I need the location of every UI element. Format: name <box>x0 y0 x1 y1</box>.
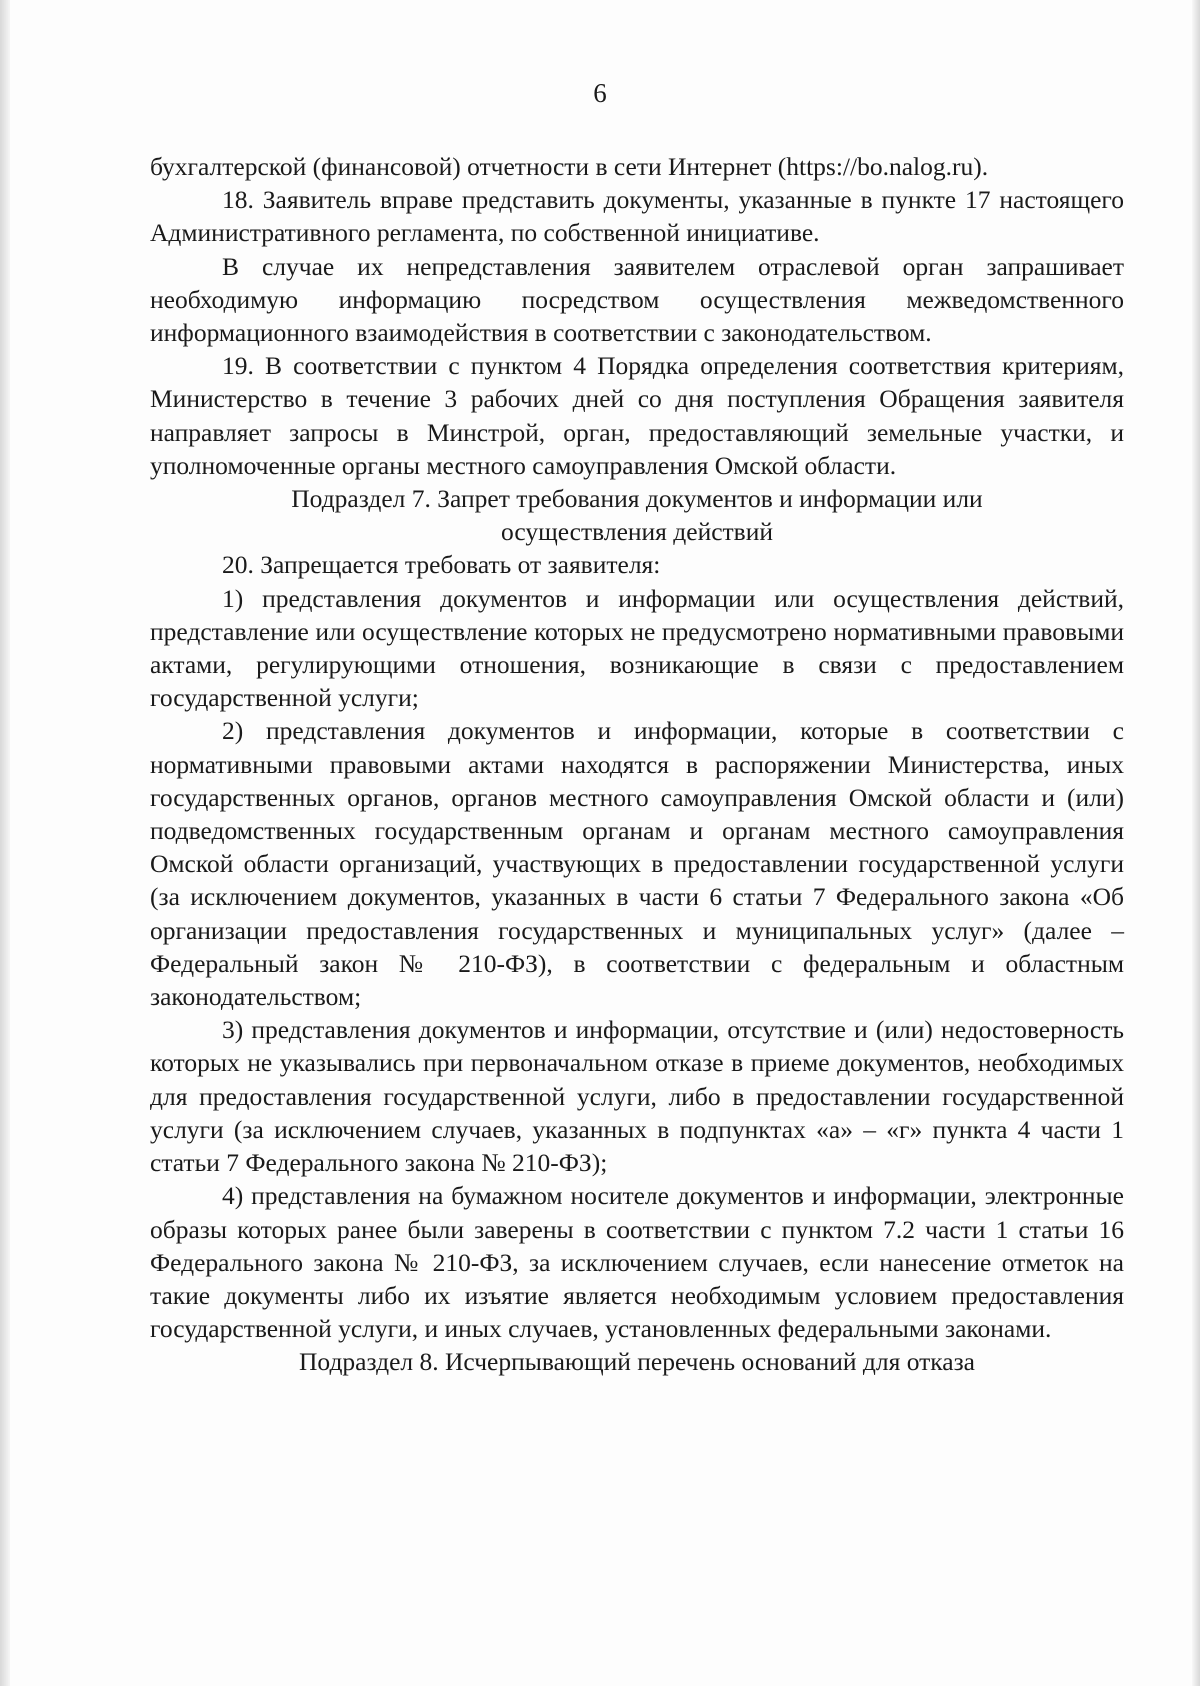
paragraph-18: 18. Заявитель вправе представить документы, указанные в пункте 17 настоящего Административного регламента, по собственной инициативе. <box>150 185 1124 248</box>
subsection-7-heading: Подраздел 7. Запрет требования документов и информации или осуществления действий <box>291 484 983 547</box>
list-item-3: 3) представления документов и информации, отсутствие и (или) недостоверность которых не указывались при первоначальном отказе в приеме документов, необходимых для предоставления государственной услуги, либо в предоставлении государственной услуги (за исключением случаев, указанных в подпунктах «а» – «г» пункта 4 части 1 статьи 7 Федерального закона № 210-ФЗ); <box>150 1015 1124 1178</box>
document-body <box>150 150 1124 1379</box>
list-item-4: 4) представления на бумажном носителе документов и информации, электронные образы которых ранее были заверены в соответствии с пунктом 7.2 части 1 статьи 16 Федерального закона № 210-ФЗ, за исключением случаев, если нанесение отметок на такие документы либо их изъятие является необходимым условием предоставления государственной услуги, и иных случаев, установленных федеральными законами. <box>150 1181 1124 1344</box>
paragraph-19: 19. В соответствии с пунктом 4 Порядка определения соответствия критериям, Министерство в течение 3 рабочих дней со дня поступления Обращения заявителя направляет запросы в Минстрой, орган, предоставляющий земельные участки, и уполномоченные органы местного самоуправления Омской области. <box>150 351 1124 480</box>
paragraph-18-b: В случае их непредставления заявителем отраслевой орган запрашивает необходимую информацию посредством осуществления межведомственного информационного взаимодействия в соответствии с законодательством. <box>150 251 1124 348</box>
paragraph-continuation: бухгалтерской (финансовой) отчетности в сети Интернет (https://bo.nalog.ru). <box>150 152 989 181</box>
page-edge-left <box>0 0 10 1686</box>
list-item-1: 1) представления документов и информации или осуществления действий, представление или осуществление которых не предусмотрено нормативными правовыми актами, регулирующими отношения, возникающие в связи с предоставлением государственной услуги; <box>150 583 1124 713</box>
page-number: 6 <box>593 78 607 108</box>
subsection-8-heading: Подраздел 8. Исчерпывающий перечень оснований для отказа <box>299 1347 975 1377</box>
list-item-2: 2) представления документов и информации, которые в соответствии с нормативными правовыми актами находятся в распоряжении Министерства, иных государственных органов, органов местного самоуправления Омской области и (или) подведомственных государственным органам и органам местного самоуправления Омской области организаций, участвующих в предоставлении государственной услуги (за исключением документов, указанных в части 6 статьи 7 Федерального закона «Об организации предоставления государственных и муниципальных услуг» (далее – Федеральный закон № 210-ФЗ), в соответствии с федеральным и областным законодательством; <box>150 716 1124 1012</box>
subsection-7-content <box>150 548 1124 1345</box>
page-edge-right <box>1192 0 1200 1686</box>
paragraph-20: 20. Запрещается требовать от заявителя: <box>222 550 661 580</box>
